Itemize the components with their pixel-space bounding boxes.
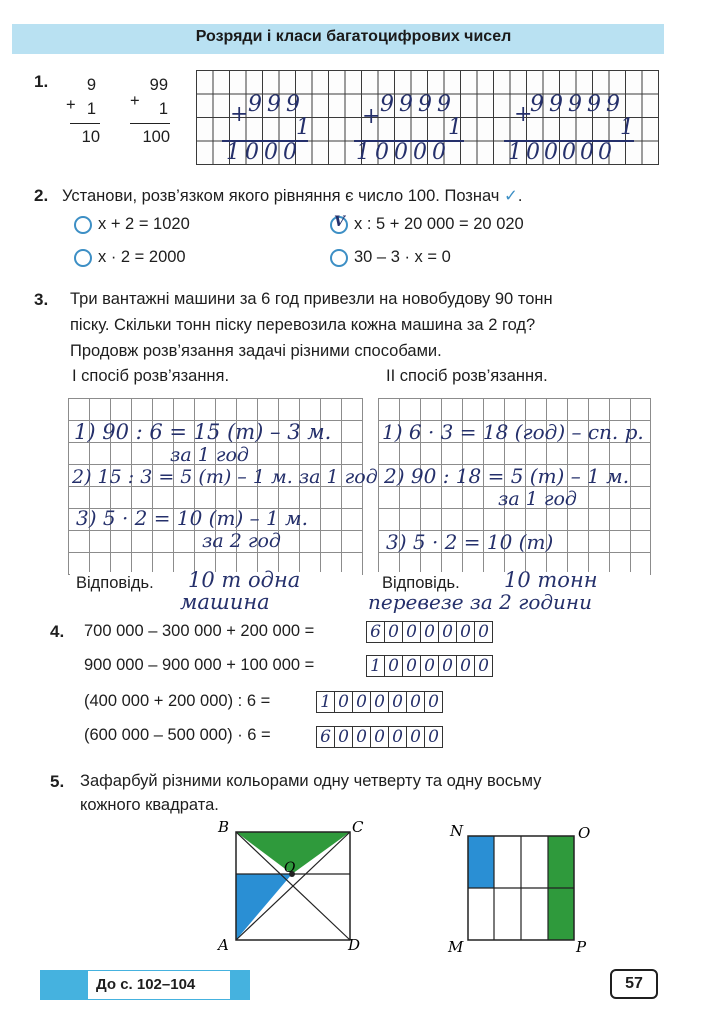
- footer-ref: До с. 102–104: [96, 976, 196, 993]
- task1-ex1-result: 10: [81, 128, 100, 146]
- digit: 0: [439, 656, 457, 676]
- task4-expr-4: (600 000 – 500 000) · 6 =: [84, 726, 271, 744]
- grid1-top: 999: [248, 92, 305, 117]
- task3-line1: Три вантажні машини за 6 год привезли на новобудову 90 тонн: [70, 290, 553, 308]
- digit: 1: [317, 692, 335, 712]
- task1-number: 1.: [34, 72, 49, 91]
- digit: 0: [457, 656, 475, 676]
- option-label-2: x : 5 + 20 000 = 20 020: [354, 215, 524, 233]
- grid1-plus: +: [230, 102, 249, 127]
- task5-line1: Зафарбуй різними кольорами одну четверту та одну восьму: [80, 772, 542, 790]
- task1-ex2-result: 100: [142, 128, 170, 146]
- grid1-addend: 1: [296, 115, 310, 140]
- task4-number: 4.: [50, 622, 65, 641]
- task4-answer-1[interactable]: [366, 621, 493, 643]
- digit: 0: [353, 727, 371, 747]
- task2-number: 2.: [34, 186, 49, 205]
- blue-eighth: [468, 836, 494, 888]
- task4-expr-1: 700 000 – 300 000 + 200 000 =: [84, 622, 315, 640]
- digit: 0: [407, 727, 425, 747]
- digit: 0: [439, 622, 457, 642]
- blue-eighth: [236, 874, 292, 940]
- grid1-result: 1000: [226, 140, 302, 165]
- label-c: C: [352, 818, 364, 836]
- way1-step3b: за 2 год: [202, 530, 281, 552]
- way2-title: II спосіб розв’язання.: [386, 367, 548, 385]
- label-p: P: [576, 938, 587, 956]
- task1-ex2-line: [130, 123, 170, 124]
- task4-expr-3: (400 000 + 200 000) : 6 =: [84, 692, 271, 710]
- task5-number: 5.: [50, 772, 65, 791]
- way2-answer: 10 тонн: [504, 568, 598, 592]
- way2-step2b: за 1 год: [498, 488, 577, 510]
- task1-ex2-plus: +: [130, 92, 140, 110]
- way1-title: I спосіб розв’язання.: [72, 367, 230, 385]
- page-title: Розряди і класи багатоцифрових чисел: [195, 28, 512, 45]
- grid2-plus: +: [362, 104, 381, 129]
- digit: 0: [478, 656, 489, 676]
- grid3-result: 100000: [508, 140, 616, 165]
- square-abcd[interactable]: [216, 818, 366, 958]
- task4-answer-2[interactable]: [366, 655, 493, 677]
- digit: 0: [385, 622, 403, 642]
- label-d: D: [348, 936, 361, 954]
- digit: 0: [353, 692, 371, 712]
- option-label-1: x + 2 = 1020: [98, 215, 190, 233]
- digit: 0: [335, 692, 353, 712]
- label-a: A: [218, 936, 229, 954]
- task2-prompt: [62, 186, 522, 206]
- grid2-top: 9999: [380, 92, 456, 117]
- option-radio-1[interactable]: [74, 216, 92, 234]
- way1-step2: 2) 15 : 3 = 5 (т) – 1 м. за 1 год: [72, 466, 378, 488]
- way2-step2: 2) 90 : 18 = 5 (т) – 1 м.: [384, 464, 630, 488]
- task1-ex2-top: 99: [149, 76, 168, 94]
- option-radio-4[interactable]: [330, 249, 348, 267]
- task1-ex2-addend: 1: [158, 100, 168, 118]
- label-b: B: [218, 818, 230, 836]
- digit: 6: [317, 727, 335, 747]
- digit: 0: [385, 656, 403, 676]
- label-o2: O: [578, 824, 591, 842]
- check-icon: ✓: [504, 187, 518, 205]
- way1-answer-label: Відповідь.: [76, 574, 154, 592]
- grid2-addend: 1: [448, 115, 462, 140]
- digit: 1: [367, 656, 385, 676]
- digit: 0: [403, 656, 421, 676]
- digit: 0: [428, 727, 439, 747]
- task2-prompt-text: Установи, розв’язком якого рівняння є число 100. Познач: [62, 187, 500, 205]
- way1-step1b: за 1 год: [170, 444, 249, 466]
- way2-step1: 1) 6 · 3 = 18 (год) – сп. р.: [382, 420, 644, 444]
- page-number: 57: [610, 969, 658, 999]
- task1-ex1-addend: 1: [86, 100, 96, 118]
- digit: 0: [335, 727, 353, 747]
- digit: 0: [457, 622, 475, 642]
- label-o: O: [284, 860, 296, 876]
- task4-answer-3[interactable]: [316, 691, 443, 713]
- option-mark-2: V: [334, 214, 345, 230]
- way2-answer2: перевезе за 2 години: [368, 590, 592, 614]
- option-label-4: 30 – 3 · x = 0: [354, 248, 451, 266]
- option-label-3: x · 2 = 2000: [98, 248, 186, 266]
- task3-line3: Продовж розв’язання задачі різними способами.: [70, 342, 442, 360]
- option-radio-3[interactable]: [74, 249, 92, 267]
- way1-step1: 1) 90 : 6 = 15 (т) – 3 м.: [74, 420, 332, 444]
- grid3-top: 99999: [530, 92, 625, 117]
- task4-answer-4[interactable]: [316, 726, 443, 748]
- task1-ex1-plus: +: [66, 96, 76, 114]
- task5-line2: кожного квадрата.: [80, 796, 219, 814]
- digit: 0: [371, 692, 389, 712]
- digit: 0: [403, 622, 421, 642]
- way1-answer: 10 т одна: [188, 568, 301, 592]
- task1-ex1-top: 9: [86, 76, 96, 94]
- task3-line2: піску. Скільки тонн піску перевозила кожна машина за 2 год?: [70, 316, 536, 334]
- task4-expr-2: 900 000 – 900 000 + 100 000 =: [84, 656, 315, 674]
- way1-answer2: машина: [180, 590, 270, 614]
- task3-number: 3.: [34, 290, 49, 309]
- grid2-result: 10000: [356, 140, 451, 165]
- square-nomp[interactable]: [446, 818, 606, 958]
- way1-step3: 3) 5 · 2 = 10 (т) – 1 м.: [76, 506, 308, 530]
- digit: 6: [367, 622, 385, 642]
- digit: 0: [407, 692, 425, 712]
- digit: 0: [478, 622, 489, 642]
- digit: 0: [389, 727, 407, 747]
- way2-step3: 3) 5 · 2 = 10 (т): [386, 530, 554, 554]
- task2-prompt-end: .: [517, 187, 523, 205]
- task1-ex1-line: [70, 123, 100, 124]
- grid3-addend: 1: [620, 115, 634, 140]
- digit: 0: [371, 727, 389, 747]
- label-m: M: [448, 938, 464, 956]
- digit: 0: [421, 656, 439, 676]
- way2-answer-label: Відповідь.: [382, 574, 460, 592]
- label-n: N: [450, 822, 464, 840]
- digit: 0: [389, 692, 407, 712]
- digit: 0: [421, 622, 439, 642]
- grid3-plus: +: [514, 102, 533, 127]
- digit: 0: [428, 692, 439, 712]
